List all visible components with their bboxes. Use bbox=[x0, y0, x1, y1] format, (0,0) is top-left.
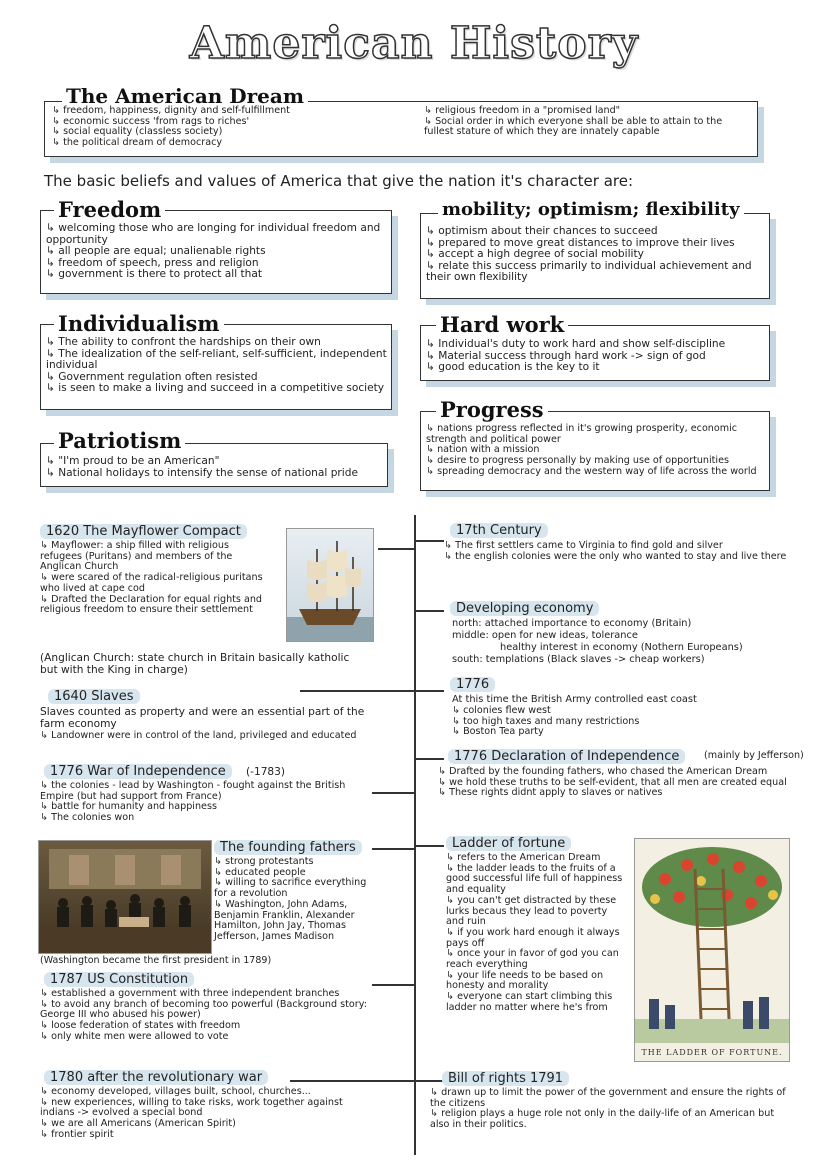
list-item: ↳ economic success 'from rags to riches' bbox=[52, 117, 412, 128]
list-item: ↳ willing to sacrifice everything for a revolution bbox=[214, 878, 374, 899]
timeline-connector bbox=[290, 1080, 414, 1082]
list-item: ↳ government is there to protect all that bbox=[46, 269, 388, 281]
list-item: ↳ we are all Americans (American Spirit) bbox=[40, 1119, 376, 1130]
slaves-heading: 1640 Slaves bbox=[48, 689, 140, 704]
painting-icon bbox=[39, 841, 211, 953]
mobility-list bbox=[426, 226, 766, 284]
declaration-extra: (mainly by Jefferson) bbox=[704, 750, 804, 761]
list-item: ↳ welcoming those who are longing for individual freedom and opportunity bbox=[46, 223, 388, 246]
mobility-heading: mobility; optimism; flexibility bbox=[438, 199, 744, 220]
list-item: ↳ refers to the American Dream bbox=[446, 853, 628, 864]
list-item: ↳ accept a high degree of social mobility bbox=[426, 249, 766, 261]
timeline-connector bbox=[414, 845, 444, 847]
dream-left-list bbox=[52, 106, 412, 149]
list-item: ↳ the political dream of democracy bbox=[52, 138, 412, 149]
fathers-list bbox=[214, 857, 374, 943]
economy-line: middle: open for new ideas, tolerance bbox=[452, 630, 638, 641]
list-item: ↳ Landowner were in control of the land, privileged and educated bbox=[40, 731, 370, 742]
list-item: ↳ good education is the key to it bbox=[426, 362, 766, 374]
list-item: ↳ loose federation of states with freedom bbox=[40, 1021, 376, 1032]
ladder-caption: THE LADDER OF FORTUNE. bbox=[641, 1048, 783, 1057]
list-item: ↳ battle for humanity and happiness bbox=[40, 802, 370, 813]
list-item: ↳ economy developed, villages built, school, churches... bbox=[40, 1087, 376, 1098]
timeline-connector bbox=[372, 792, 414, 794]
mayflower-heading: 1620 The Mayflower Compact bbox=[40, 524, 247, 539]
list-item: ↳ The first settlers came to Virginia to find gold and silver bbox=[444, 541, 790, 552]
list-item: ↳ Drafted the Declaration for equal rights and religious freedom to ensure their settlement bbox=[40, 595, 272, 616]
list-item: ↳ social equality (classless society) bbox=[52, 127, 412, 138]
list-item: ↳ Drafted by the founding fathers, who chased the American Dream bbox=[438, 767, 794, 778]
list-item: ↳ The colonies won bbox=[40, 813, 370, 824]
list-item: ↳ if you work hard enough it always pays off bbox=[446, 928, 628, 949]
list-item: ↳ "I'm proud to be an American" bbox=[46, 456, 384, 468]
list-item: ↳ strong protestants bbox=[214, 857, 374, 868]
economy-line: north: attached importance to economy (Britain) bbox=[452, 618, 692, 629]
list-item: ↳ the colonies - lead by Washington - fought against the British Empire (but had support from France) bbox=[40, 781, 370, 802]
freedom-list bbox=[46, 223, 388, 281]
list-item: ↳ too high taxes and many restrictions bbox=[452, 717, 792, 728]
list-item: ↳ drawn up to limit the power of the government and ensure the rights of the citizens bbox=[430, 1088, 796, 1109]
war-extra: (-1783) bbox=[246, 766, 286, 778]
hardwork-heading: Hard work bbox=[436, 312, 568, 337]
century-heading: 17th Century bbox=[450, 523, 548, 538]
list-item: ↳ everyone can start climbing this ladder no matter where he's from bbox=[446, 992, 628, 1013]
list-item: ↳ were scared of the radical-religious puritans who lived at cape cod bbox=[40, 573, 272, 594]
timeline-connector bbox=[300, 690, 414, 692]
patriotism-list bbox=[46, 456, 384, 479]
list-item: ↳ to avoid any branch of becoming too powerful (Background story: George III who abused his power) bbox=[40, 1000, 376, 1021]
ladder-list bbox=[446, 853, 628, 1014]
bill-heading: Bill of rights 1791 bbox=[442, 1071, 569, 1086]
timeline-connector bbox=[414, 690, 444, 692]
list-item: ↳ spreading democracy and the western way of life across the world bbox=[426, 467, 768, 478]
declaration-list bbox=[438, 767, 794, 799]
list-item: ↳ Government regulation often resisted bbox=[46, 372, 388, 384]
declaration-heading: 1776 Declaration of Independence bbox=[448, 749, 685, 764]
economy-line: south: templations (Black slaves -> cheap workers) bbox=[452, 654, 705, 665]
list-item: ↳ religion plays a huge role not only in the daily-life of an American but also in their politics. bbox=[430, 1109, 796, 1130]
bill-list bbox=[430, 1088, 796, 1131]
fathers-note: (Washington became the first president in 1789) bbox=[40, 955, 272, 966]
progress-heading: Progress bbox=[436, 397, 548, 422]
patriotism-heading: Patriotism bbox=[54, 428, 185, 453]
freedom-heading: Freedom bbox=[54, 197, 165, 222]
list-item: ↳ prepared to move great distances to improve their lives bbox=[426, 238, 766, 250]
economy-line: healthy interest in economy (Nothern Europeans) bbox=[500, 642, 743, 653]
progress-list bbox=[426, 424, 768, 478]
list-item: ↳ established a government with three independent branches bbox=[40, 989, 376, 1000]
after-war-heading: 1780 after the revolutionary war bbox=[44, 1070, 268, 1085]
list-item: ↳ National holidays to intensify the sense of national pride bbox=[46, 468, 384, 480]
dream-right-list bbox=[424, 106, 750, 138]
list-item: ↳ frontier spirit bbox=[40, 1130, 376, 1141]
timeline-connector bbox=[414, 540, 444, 542]
list-item: ↳ new experiences, willing to take risks, work together against indians -> evolved a special bond bbox=[40, 1098, 376, 1119]
founding-fathers-image bbox=[38, 840, 212, 954]
mayflower-note: (Anglican Church: state church in Britain basically katholic but with the King in charge) bbox=[40, 652, 350, 676]
ship-icon bbox=[287, 529, 373, 641]
mayflower-ship-image bbox=[286, 528, 374, 642]
y1776-text: At this time the British Army controlled east coast bbox=[452, 694, 697, 705]
list-item: ↳ Individual's duty to work hard and show self-discipline bbox=[426, 339, 766, 351]
list-item: ↳ The ability to confront the hardships on their own bbox=[46, 337, 388, 349]
list-item: ↳ Social order in which everyone shall be able to attain to the fullest stature of which they are innately capable bbox=[424, 117, 750, 138]
war-heading: 1776 War of Independence bbox=[44, 764, 232, 779]
war-list bbox=[40, 781, 370, 824]
dream-heading: The American Dream bbox=[62, 84, 308, 108]
century-list bbox=[444, 541, 790, 562]
list-item: ↳ all people are equal; unalienable rights bbox=[46, 246, 388, 258]
ladder-tree-icon bbox=[635, 839, 789, 1061]
list-item: ↳ your life needs to be based on honesty and morality bbox=[446, 971, 628, 992]
basic-beliefs-line: The basic beliefs and values of America that give the nation it's character are: bbox=[44, 172, 634, 190]
list-item: ↳ educated people bbox=[214, 868, 374, 879]
list-item: ↳ only white men were allowed to vote bbox=[40, 1032, 376, 1043]
individualism-heading: Individualism bbox=[54, 311, 224, 336]
list-item: ↳ These rights didnt apply to slaves or natives bbox=[438, 788, 794, 799]
list-item: ↳ desire to progress personally by making use of opportunities bbox=[426, 456, 768, 467]
list-item: ↳ nations progress reflected in it's growing prosperity, economic strength and political power bbox=[426, 424, 768, 445]
list-item: ↳ you can't get distracted by these lurks becaus they lead to poverty and ruin bbox=[446, 896, 628, 928]
list-item: ↳ Material success through hard work -> sign of god bbox=[426, 351, 766, 363]
page-title: American History bbox=[189, 18, 639, 69]
list-item: ↳ freedom of speech, press and religion bbox=[46, 258, 388, 270]
list-item: ↳ we hold these truths to be self-evident, that all men are created equal bbox=[438, 778, 794, 789]
constitution-heading: 1787 US Constitution bbox=[44, 972, 194, 987]
timeline-connector bbox=[414, 610, 444, 612]
list-item: ↳ The idealization of the self-reliant, self-sufficient, independent individual bbox=[46, 349, 388, 372]
constitution-list bbox=[40, 989, 376, 1043]
list-item: ↳ nation with a mission bbox=[426, 445, 768, 456]
timeline-connector bbox=[414, 1080, 444, 1082]
ladder-heading: Ladder of fortune bbox=[446, 836, 571, 851]
hardwork-list bbox=[426, 339, 766, 374]
slaves-list bbox=[40, 731, 370, 742]
ladder-of-fortune-image bbox=[634, 838, 790, 1062]
list-item: ↳ once your in favor of god you can reach everything bbox=[446, 949, 628, 970]
list-item: ↳ the ladder leads to the fruits of a good successful life full of happiness and equality bbox=[446, 864, 628, 896]
timeline-connector bbox=[372, 984, 414, 986]
mayflower-list bbox=[40, 541, 272, 616]
after-war-list bbox=[40, 1087, 376, 1141]
timeline-connector bbox=[378, 548, 414, 550]
list-item: ↳ Washington, John Adams, Benjamin Franklin, Alexander Hamilton, John Jay, Thomas Jefferson, James Madison bbox=[214, 900, 374, 943]
list-item: ↳ religious freedom in a "promised land" bbox=[424, 106, 750, 117]
list-item: ↳ colonies flew west bbox=[452, 706, 792, 717]
list-item: ↳ the english colonies were the only who wanted to stay and live there bbox=[444, 552, 790, 563]
list-item: ↳ relate this success primarily to individual achievement and their own flexibility bbox=[426, 261, 766, 284]
fathers-heading: The founding fathers bbox=[214, 840, 362, 855]
economy-heading: Developing economy bbox=[450, 601, 599, 616]
timeline-connector bbox=[372, 848, 414, 850]
timeline-connector bbox=[414, 758, 444, 760]
y1776-heading: 1776 bbox=[450, 677, 495, 692]
list-item: ↳ is seen to make a living and succeed in a competitive society bbox=[46, 383, 388, 395]
individualism-list bbox=[46, 337, 388, 395]
list-item: ↳ optimism about their chances to succeed bbox=[426, 226, 766, 238]
slaves-text: Slaves counted as property and were an essential part of the farm economy bbox=[40, 706, 365, 730]
y1776-list bbox=[452, 706, 792, 738]
list-item: ↳ Mayflower: a ship filled with religious refugees (Puritans) and members of the Anglican Church bbox=[40, 541, 272, 573]
list-item: ↳ Boston Tea party bbox=[452, 727, 792, 738]
list-item: ↳ freedom, happiness, dignity and self-fulfillment bbox=[52, 106, 412, 117]
